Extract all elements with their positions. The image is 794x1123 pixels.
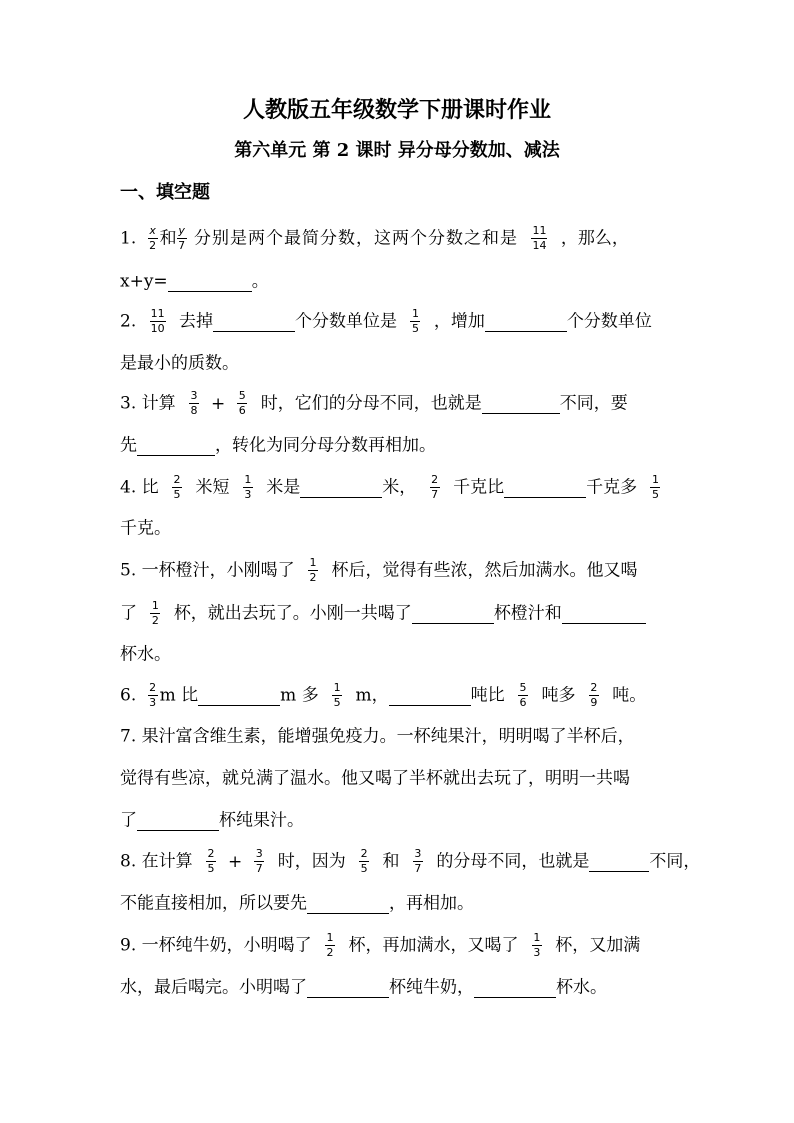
numerator: 1 <box>244 473 252 486</box>
text: 米是 <box>266 477 301 498</box>
fraction <box>177 225 187 252</box>
text: ，增加 <box>433 311 485 332</box>
fraction <box>531 225 547 252</box>
denominator: 9 <box>590 696 598 709</box>
answer-blank[interactable] <box>307 977 389 998</box>
numerator: 5 <box>238 389 246 402</box>
text: 觉得有些凉，就兑满了温水。他又喝了半杯就出去玩了，明明一共喝 <box>120 768 630 789</box>
text: 比 <box>141 477 159 498</box>
denominator: 14 <box>532 239 547 252</box>
text: 一杯橙汁，小刚喝了 <box>141 560 295 581</box>
denominator: 5 <box>333 696 341 709</box>
text: 一杯纯牛奶，小明喝了 <box>141 935 312 956</box>
denominator: 6 <box>519 696 527 709</box>
text: 杯后，觉得有些浓，然后加满水。他又喝 <box>331 560 638 581</box>
denominator: 3 <box>533 946 541 959</box>
text: 杯纯牛奶， <box>389 977 474 998</box>
fraction <box>172 474 182 501</box>
fraction <box>308 557 318 584</box>
denominator: 5 <box>207 862 215 875</box>
fraction <box>430 474 440 501</box>
fraction <box>518 682 528 709</box>
numerator: 1 <box>333 681 341 694</box>
text: 吨多 <box>541 685 576 706</box>
fraction <box>359 848 369 875</box>
text: 去掉 <box>179 311 214 332</box>
numerator: 3 <box>414 847 422 860</box>
question-4-line-2 <box>120 513 171 543</box>
denominator: 6 <box>238 404 246 417</box>
question-1 <box>120 223 629 253</box>
text: 吨。 <box>612 685 647 706</box>
question-number: 8. <box>120 851 137 872</box>
answer-blank[interactable] <box>389 685 471 706</box>
numerator: 2 <box>149 681 157 694</box>
answer-blank[interactable] <box>562 603 646 624</box>
denominator: 2 <box>151 614 159 627</box>
numerator: 3 <box>190 389 198 402</box>
question-number: 9. <box>120 935 137 956</box>
denominator: 5 <box>360 862 368 875</box>
question-5 <box>120 555 637 585</box>
text: 个分数单位 <box>566 311 652 332</box>
question-9-line-2 <box>120 972 607 1002</box>
plus-sign: + <box>211 393 226 414</box>
numerator: 3 <box>255 847 263 860</box>
question-5-line-2 <box>120 598 646 628</box>
text: 杯，再加满水，又喝了 <box>348 935 519 956</box>
question-number: 5. <box>120 560 137 581</box>
fraction <box>325 932 335 959</box>
answer-blank[interactable] <box>485 311 567 332</box>
denominator: 10 <box>150 322 165 335</box>
text: 千克。 <box>120 518 171 539</box>
numerator: 5 <box>519 681 527 694</box>
question-8-line-2 <box>120 888 474 918</box>
question-7-line-2 <box>120 763 630 793</box>
question-number: 7. <box>120 726 137 747</box>
denominator: 2 <box>309 571 317 584</box>
page-title: 人教版五年级数学下册课时作业 <box>242 97 551 123</box>
text: 米， <box>382 477 417 498</box>
text: x+y= <box>120 271 168 292</box>
text: ，转化为同分母分数再相加。 <box>215 435 436 456</box>
question-2-line-2 <box>120 348 239 378</box>
text: 计算 <box>141 393 176 414</box>
text: 和 <box>159 228 177 249</box>
question-3-line-2 <box>120 430 436 460</box>
answer-blank[interactable] <box>198 685 280 706</box>
plus-sign: + <box>228 851 243 872</box>
text: 杯水。 <box>120 644 171 665</box>
text: 不同， <box>649 851 701 872</box>
answer-blank[interactable] <box>137 435 215 456</box>
fraction <box>410 308 420 335</box>
answer-blank[interactable] <box>474 977 556 998</box>
denominator: 8 <box>190 404 198 417</box>
text: 千克比 <box>453 477 505 498</box>
numerator: 2 <box>431 473 439 486</box>
numerator: 1 <box>533 931 541 944</box>
question-7 <box>120 721 635 751</box>
question-7-line-3 <box>120 805 304 835</box>
fraction <box>150 600 160 627</box>
fraction <box>148 682 158 709</box>
fraction <box>206 848 216 875</box>
text: m 比 <box>159 685 199 706</box>
page-subtitle: 第六单元 第 2 课时 异分母分数加、减法 <box>234 140 560 161</box>
numerator: 1 <box>326 931 334 944</box>
question-6 <box>120 680 646 710</box>
text: 杯，又加满 <box>555 935 641 956</box>
numerator: 1 <box>411 307 419 320</box>
question-3 <box>120 388 628 418</box>
numerator: 2 <box>207 847 215 860</box>
text: 不同，要 <box>559 393 628 414</box>
question-number: 3. <box>120 393 137 414</box>
question-1-line-2 <box>120 266 269 296</box>
numerator: 1 <box>151 599 159 612</box>
fraction <box>150 308 166 335</box>
text: 了 <box>120 810 137 831</box>
numerator: x <box>149 224 156 237</box>
denominator: 2 <box>149 239 157 252</box>
fraction <box>148 225 158 252</box>
question-4 <box>120 472 668 502</box>
text: 在计算 <box>141 851 193 872</box>
denominator: 5 <box>411 322 419 335</box>
fraction <box>650 474 660 501</box>
answer-blank[interactable] <box>307 893 389 914</box>
text: ，再相加。 <box>389 893 474 914</box>
text: 水，最后喝完。小明喝了 <box>120 977 307 998</box>
numerator: 2 <box>173 473 181 486</box>
question-number: 4. <box>120 477 137 498</box>
question-2 <box>120 306 652 336</box>
answer-blank[interactable] <box>137 810 219 831</box>
fraction <box>243 474 253 501</box>
text: 个分数单位是 <box>295 311 398 332</box>
text: 。 <box>251 271 269 292</box>
numerator: 11 <box>150 307 165 320</box>
denominator: 7 <box>414 862 422 875</box>
text: 了 <box>120 603 137 624</box>
question-9 <box>120 930 640 960</box>
fraction <box>237 390 247 417</box>
numerator: 1 <box>309 556 317 569</box>
denominator: 7 <box>178 239 186 252</box>
denominator: 7 <box>431 488 439 501</box>
answer-blank[interactable] <box>482 393 560 414</box>
numerator: 11 <box>532 224 547 237</box>
text: 先 <box>120 435 137 456</box>
fraction <box>589 682 599 709</box>
fraction <box>189 390 199 417</box>
denominator: 3 <box>149 696 157 709</box>
fraction <box>532 932 542 959</box>
answer-blank[interactable] <box>412 603 494 624</box>
answer-blank[interactable] <box>504 477 586 498</box>
text: 时，它们的分母不同，也就是 <box>260 393 482 414</box>
text: 分别是两个最简分数，这两个分数之和是 <box>194 228 519 249</box>
numerator: 1 <box>651 473 659 486</box>
denominator: 5 <box>173 488 181 501</box>
answer-blank[interactable] <box>213 311 295 332</box>
denominator: 2 <box>326 946 334 959</box>
numerator: 2 <box>590 681 598 694</box>
text: 是最小的质数。 <box>120 353 239 374</box>
text: 不能直接相加，所以要先 <box>120 893 307 914</box>
question-8 <box>120 846 700 876</box>
text: m， <box>355 685 389 706</box>
text: 米短 <box>195 477 230 498</box>
denominator: 5 <box>651 488 659 501</box>
answer-blank[interactable] <box>589 851 649 872</box>
text: m 多 <box>280 685 319 706</box>
text: 的分母不同，也就是 <box>436 851 590 872</box>
fraction <box>413 848 423 875</box>
question-number: 2. <box>120 311 137 332</box>
fraction <box>254 848 264 875</box>
answer-blank[interactable] <box>300 477 382 498</box>
text: 果汁富含维生素，能增强免疫力。一杯纯果汁，明明喝了半杯后， <box>141 726 635 747</box>
fraction <box>332 682 342 709</box>
text: 吨比 <box>470 685 505 706</box>
denominator: 7 <box>255 862 263 875</box>
text: 时，因为 <box>277 851 346 872</box>
question-number: 6. <box>120 685 137 706</box>
numerator: y <box>178 224 185 237</box>
text: 和 <box>382 851 400 872</box>
text: 千克多 <box>586 477 638 498</box>
denominator: 3 <box>244 488 252 501</box>
text: 杯纯果汁。 <box>219 810 304 831</box>
text: 杯橙汁和 <box>493 603 562 624</box>
text: 杯水。 <box>556 977 607 998</box>
question-number: 1. <box>120 228 137 249</box>
answer-blank[interactable] <box>168 271 252 292</box>
numerator: 2 <box>360 847 368 860</box>
question-5-line-3 <box>120 639 171 669</box>
text: 杯，就出去玩了。小刚一共喝了 <box>173 603 412 624</box>
text: ，那么， <box>560 228 629 249</box>
section-heading: 一、填空题 <box>120 182 210 203</box>
